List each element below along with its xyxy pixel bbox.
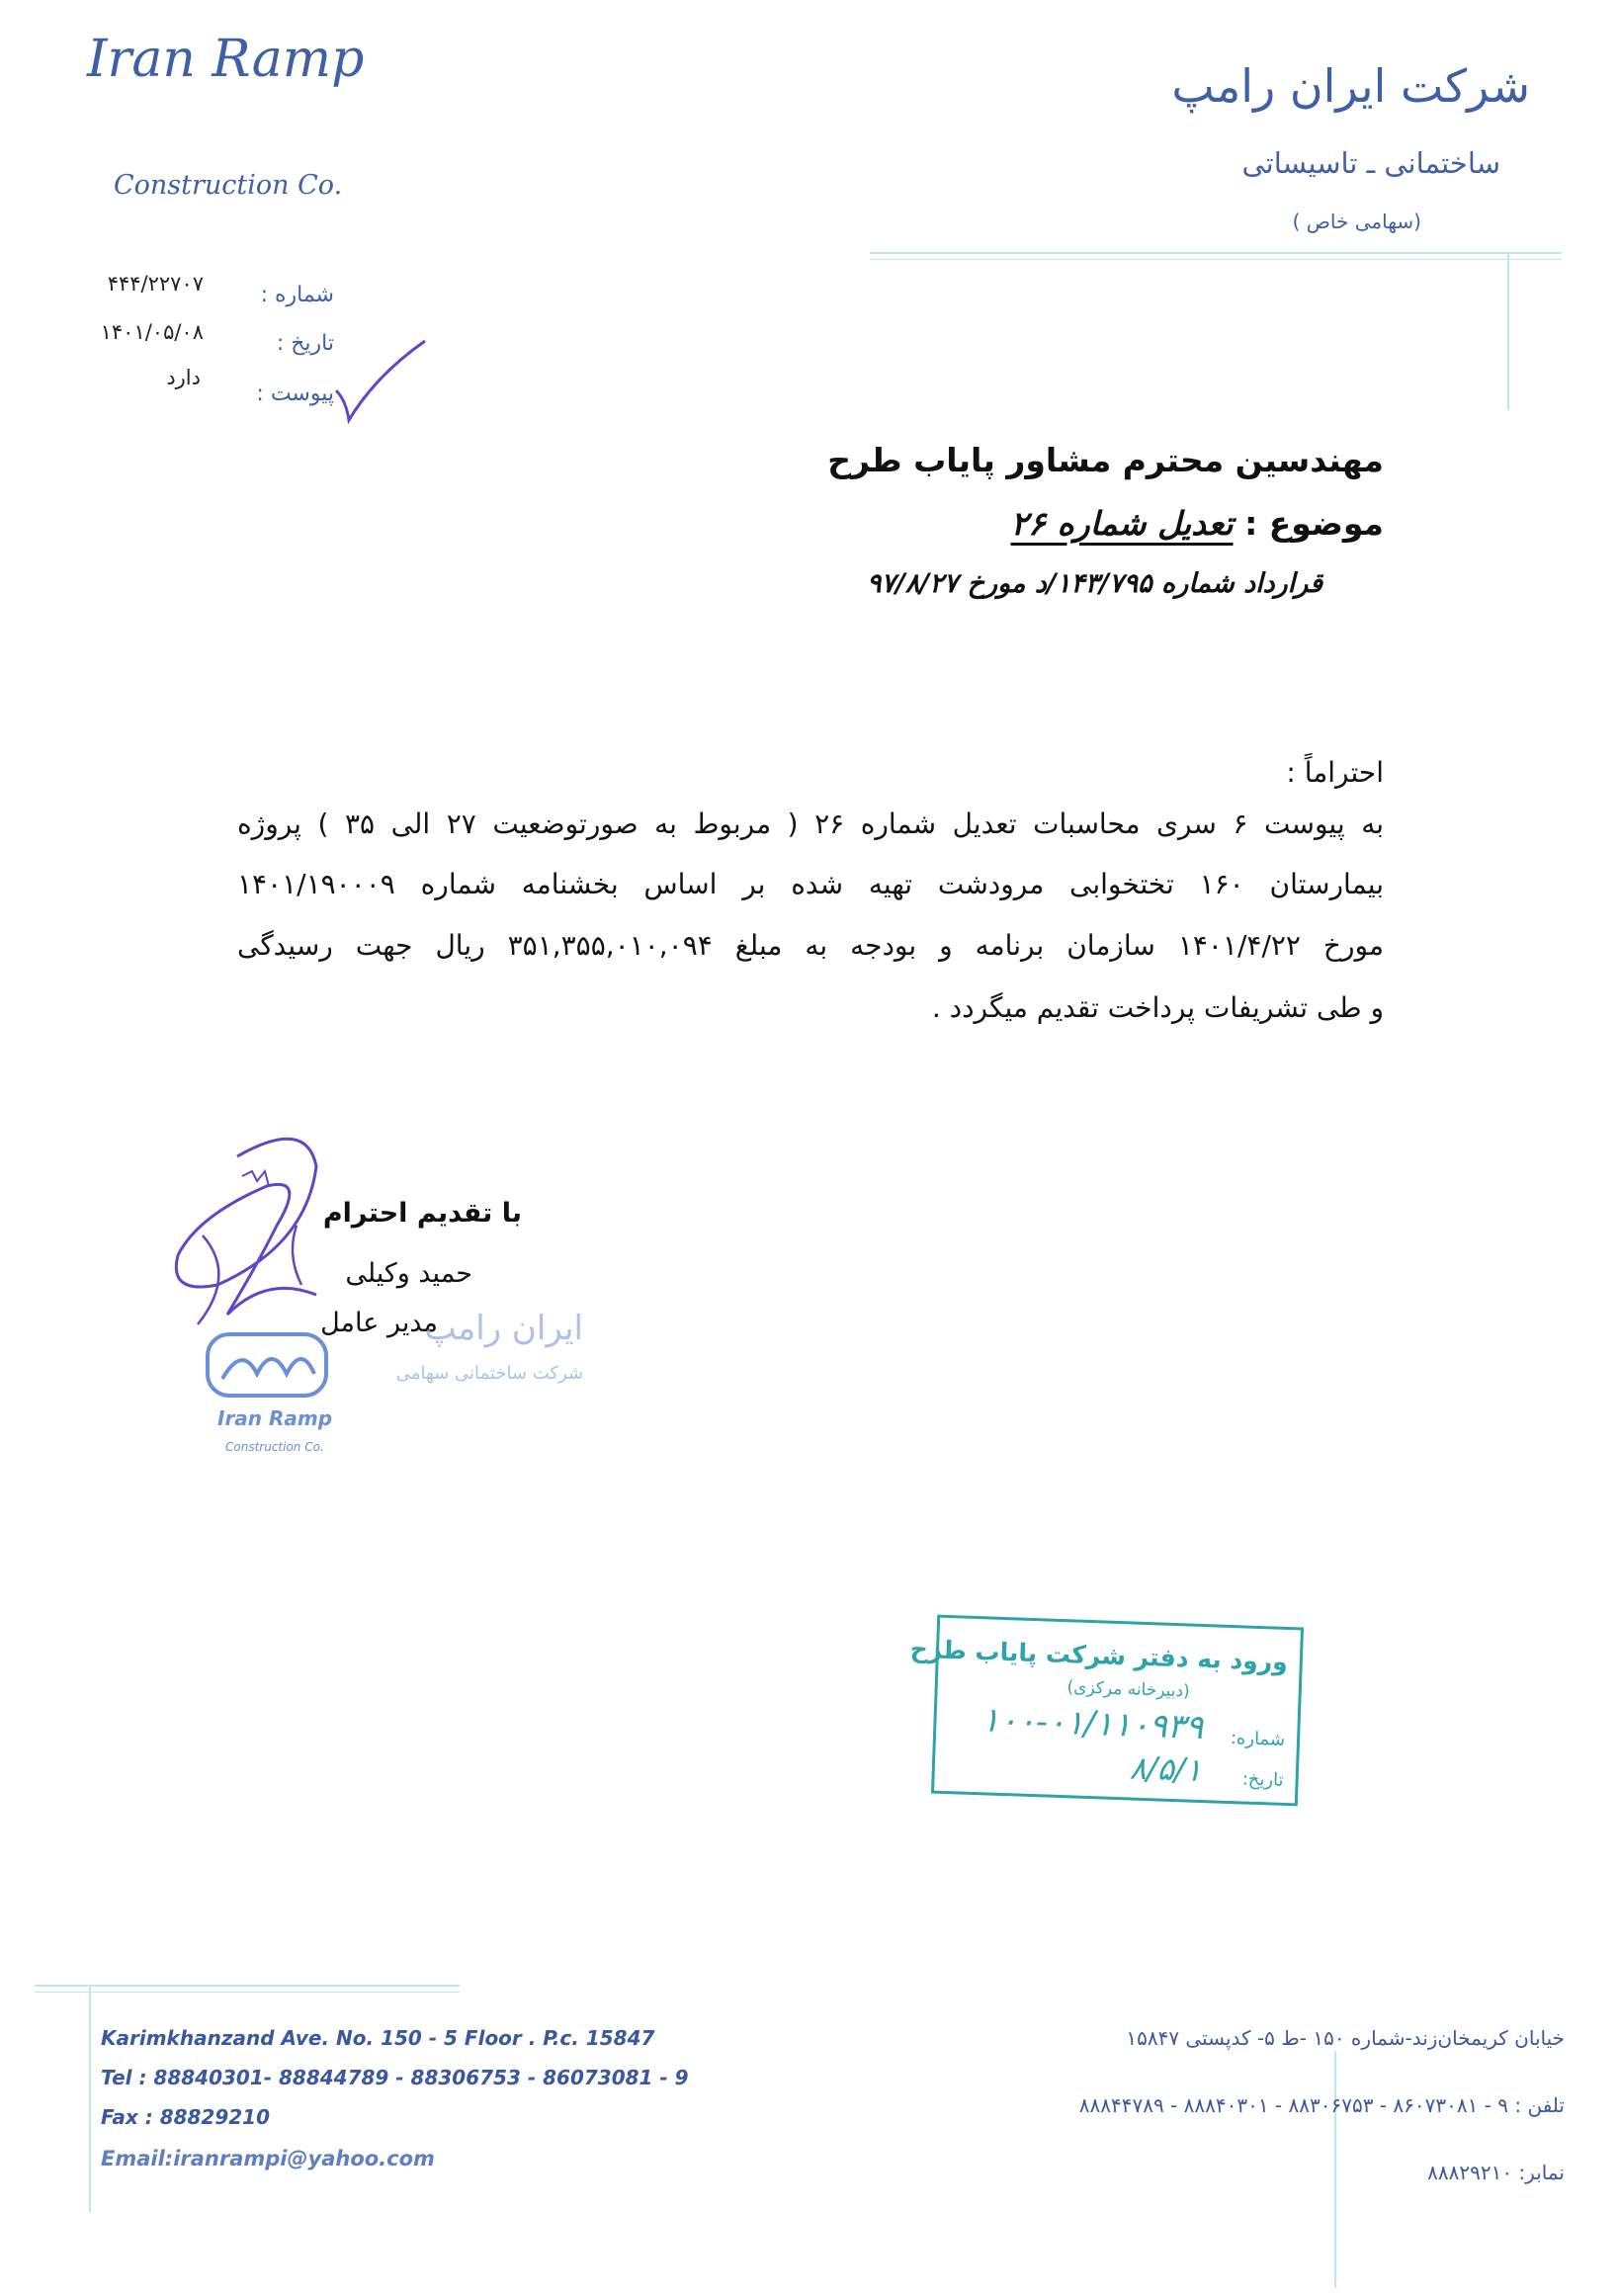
guide-line-right-vertical: [1507, 252, 1509, 410]
body-line: به پیوست ۶ سری محاسبات تعدیل شماره ۲۶ ( مربوط به صورتوضعیت ۲۷ الی ۳۵ ) پروژه: [237, 808, 1384, 840]
guide-line-top: [870, 252, 1562, 254]
company-type-persian: (سهامی خاص ): [1292, 210, 1421, 233]
body-line: و طی تشریفات پرداخت تقدیم میگردد .: [931, 991, 1384, 1024]
subject-line: [1011, 504, 1384, 543]
letter-attachment-value: دارد: [166, 366, 201, 389]
svg-text:Iran Ramp: Iran Ramp: [217, 1406, 333, 1430]
subject-label: موضوع :: [1244, 504, 1384, 543]
received-stamp-number-value: ۱۰۰-۰۱/۱۱۰۹۳۹: [980, 1700, 1205, 1748]
svg-text:شرکت ساختمانی سهامی: شرکت ساختمانی سهامی: [395, 1363, 583, 1384]
footer-fax-persian: نمابر: ۸۸۸۲۹۲۱۰: [1427, 2161, 1565, 2184]
body-line: مورخ ۱۴۰۱/۴/۲۲ سازمان برنامه و بودجه به مبلغ ۳۵۱,۳۵۵,۰۱۰,۰۹۴ ریال جهت رسیدگی: [237, 929, 1384, 962]
guide-line-bottom-left: [35, 1985, 460, 1987]
signer-title: مدیر عامل: [320, 1308, 438, 1338]
company-name-persian: شرکت ایران رامپ: [1171, 59, 1530, 113]
letter-date-label: تاریخ :: [276, 331, 334, 356]
letter-number-value: ۴۴۴/۲۲۷۰۷: [107, 272, 204, 296]
received-stamp-number-label: شماره:: [1230, 1728, 1286, 1750]
addressee: مهندسین محترم مشاور پایاب طرح: [827, 441, 1384, 479]
letter-number-label: شماره :: [260, 283, 334, 307]
footer-email: Email:iranrampi@yahoo.com: [101, 2147, 435, 2170]
company-name-english: Iran Ramp: [87, 30, 365, 89]
guide-line-bottom-left-2: [35, 1992, 460, 1993]
footer-address-persian: خیابان کریمخان‌زند-شماره ۱۵۰ -ط ۵- کدپستی ۱۵۸۴۷: [1126, 2026, 1565, 2050]
body-line: بیمارستان ۱۶۰ تختخوابی مرودشت تهیه شده بر اساس بخشنامه شماره ۱۴۰۱/۱۹۰۰۰۹: [237, 868, 1385, 900]
received-stamp-subtitle: (دبیرخانه مرکزی): [1066, 1677, 1191, 1702]
received-stamp-title: ورود به دفتر شرکت پایاب طرح: [909, 1634, 1289, 1676]
company-subtitle-english: Construction Co.: [114, 170, 343, 201]
svg-text:Construction Co.: Construction Co.: [225, 1440, 324, 1454]
closing-phrase: با تقدیم احترام: [322, 1198, 522, 1229]
footer-tel-english: Tel : 88840301- 88844789 - 88306753 - 86073081 - 9: [101, 2066, 689, 2089]
received-stamp-date-value: ۸/۵/۱: [1129, 1748, 1203, 1790]
company-subtitle-persian: ساختمانی ـ تاسیساتی: [1241, 146, 1500, 180]
guide-line-left-vertical: [89, 1985, 91, 2212]
svg-text:ایران رامپ: ایران رامپ: [424, 1309, 583, 1348]
greeting: احتراماً :: [1286, 756, 1384, 789]
guide-line-bottom-right: [1334, 2051, 1336, 2288]
received-stamp: [909, 1615, 1304, 1807]
letter-date-value: ۱۴۰۱/۰۵/۰۸: [100, 320, 204, 344]
received-stamp-date-label: تاریخ:: [1241, 1768, 1284, 1791]
footer-fax-english: Fax : 88829210: [101, 2105, 271, 2129]
checkmark-icon: [331, 336, 430, 429]
footer-tel-persian: تلفن : ۹ - ۸۶۰۷۳۰۸۱ - ۸۸۳۰۶۷۵۳ - ۸۸۸۴۰۳۰۱ - ۸۸۸۴۴۷۸۹: [1078, 2093, 1565, 2117]
letter-attachment-label: پیوست :: [256, 382, 334, 406]
footer-address-english: Karimkhanzand Ave. No. 150 - 5 Floor . P.c. 15847: [101, 2026, 655, 2050]
signer-name: حمید وکیلی: [345, 1258, 472, 1289]
guide-line-top-2: [870, 259, 1562, 260]
subject-text: تعدیل شماره ۲۶: [1010, 504, 1234, 543]
contract-reference: قرارداد شماره ۱۴۳/۷۹۵/د مورخ ۹۷/۸/۲۷: [866, 568, 1322, 599]
company-seal-stamp: [198, 1305, 593, 1467]
